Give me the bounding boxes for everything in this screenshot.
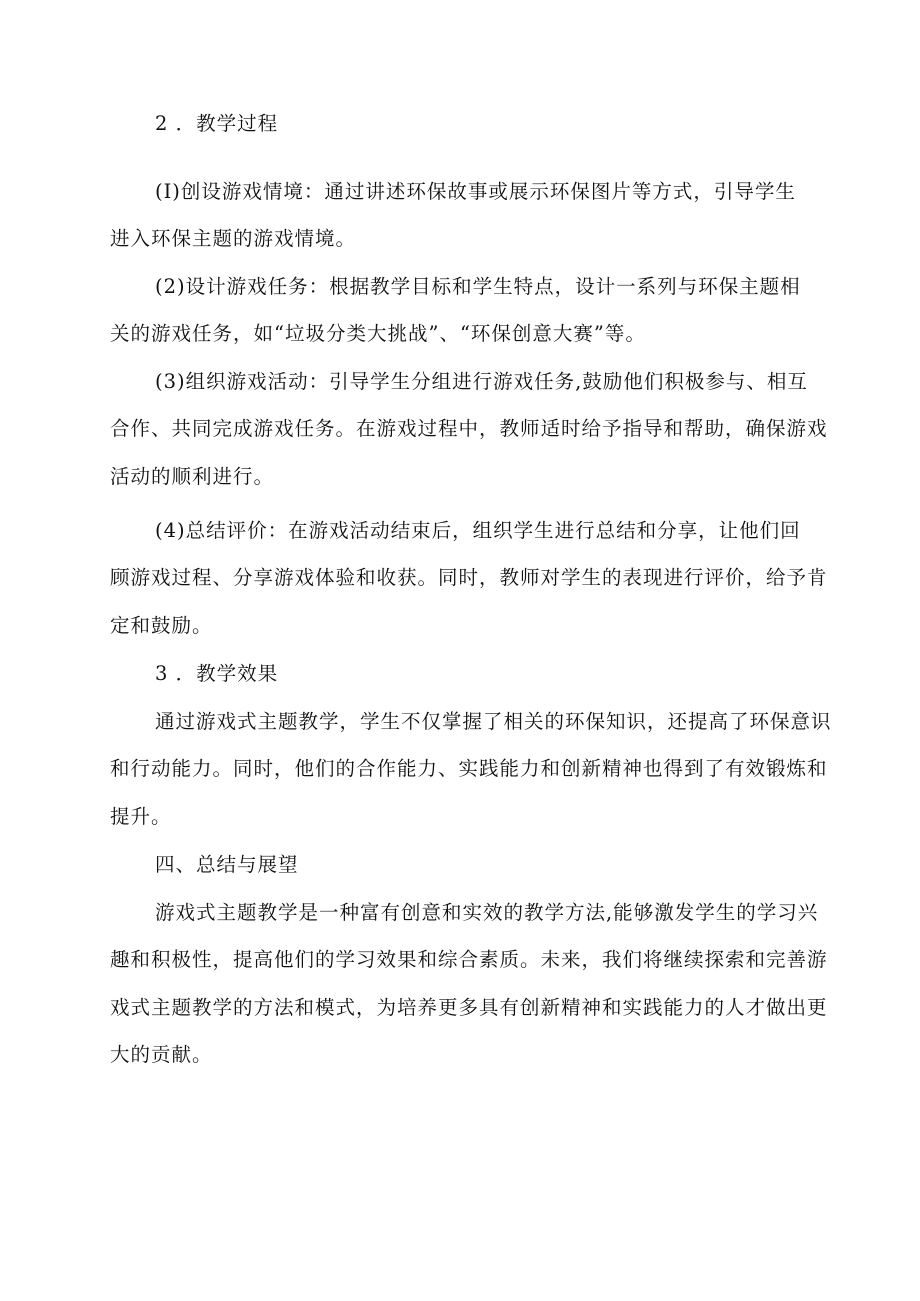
item1-line2: 进入环保主题的游戏情境。 <box>110 227 357 250</box>
item2-line1: (2)设计游戏任务：根据教学目标和学生特点，设计一系列与环保主题相 <box>155 275 801 298</box>
effect-line3: 提升。 <box>110 805 172 828</box>
item3-line3: 活动的顺利进行。 <box>110 465 275 488</box>
summary-line3: 戏式主题教学的方法和模式，为培养更多具有创新精神和实践能力的人才做出更 <box>110 996 828 1019</box>
summary-line1: 游戏式主题教学是一种富有创意和实效的教学方法,能够激发学生的学习兴 <box>155 901 819 924</box>
item1-line1: (I)创设游戏情境：通过讲述环保故事或展示环保图片等方式，引导学生 <box>155 180 796 203</box>
item2-line2: 关的游戏任务，如“垃圾分类大挑战”、“环保创意大赛”等。 <box>110 322 646 345</box>
item3-line1: (3)组织游戏活动：引导学生分组进行游戏任务,鼓励他们积极参与、相互 <box>155 370 808 393</box>
item4-line3: 定和鼓励。 <box>110 614 213 637</box>
section-heading-summary-outlook: 四、总结与展望 <box>155 853 299 876</box>
section-heading-teaching-process: 2 ．教学过程 <box>155 112 279 135</box>
section-heading-teaching-effect: 3 ．教学效果 <box>155 662 279 685</box>
item3-line2: 合作、共同完成游戏任务。在游戏过程中，教师适时给予指导和帮助，确保游戏 <box>110 417 828 440</box>
effect-line1: 通过游戏式主题教学，学生不仅掌握了相关的环保知识，还提高了环保意识 <box>155 710 832 733</box>
summary-line2: 趣和积极性，提高他们的学习效果和综合素质。未来，我们将继续探索和完善游 <box>110 948 828 971</box>
item4-line2: 顾游戏过程、分享游戏体验和收获。同时，教师对学生的表现进行评价，给予肯 <box>110 566 828 589</box>
summary-line4: 大的贡献。 <box>110 1043 213 1066</box>
effect-line2: 和行动能力。同时，他们的合作能力、实践能力和创新精神也得到了有效锻炼和 <box>110 757 828 780</box>
item4-line1: (4)总结评价：在游戏活动结束后，组织学生进行总结和分享，让他们回 <box>155 519 801 542</box>
